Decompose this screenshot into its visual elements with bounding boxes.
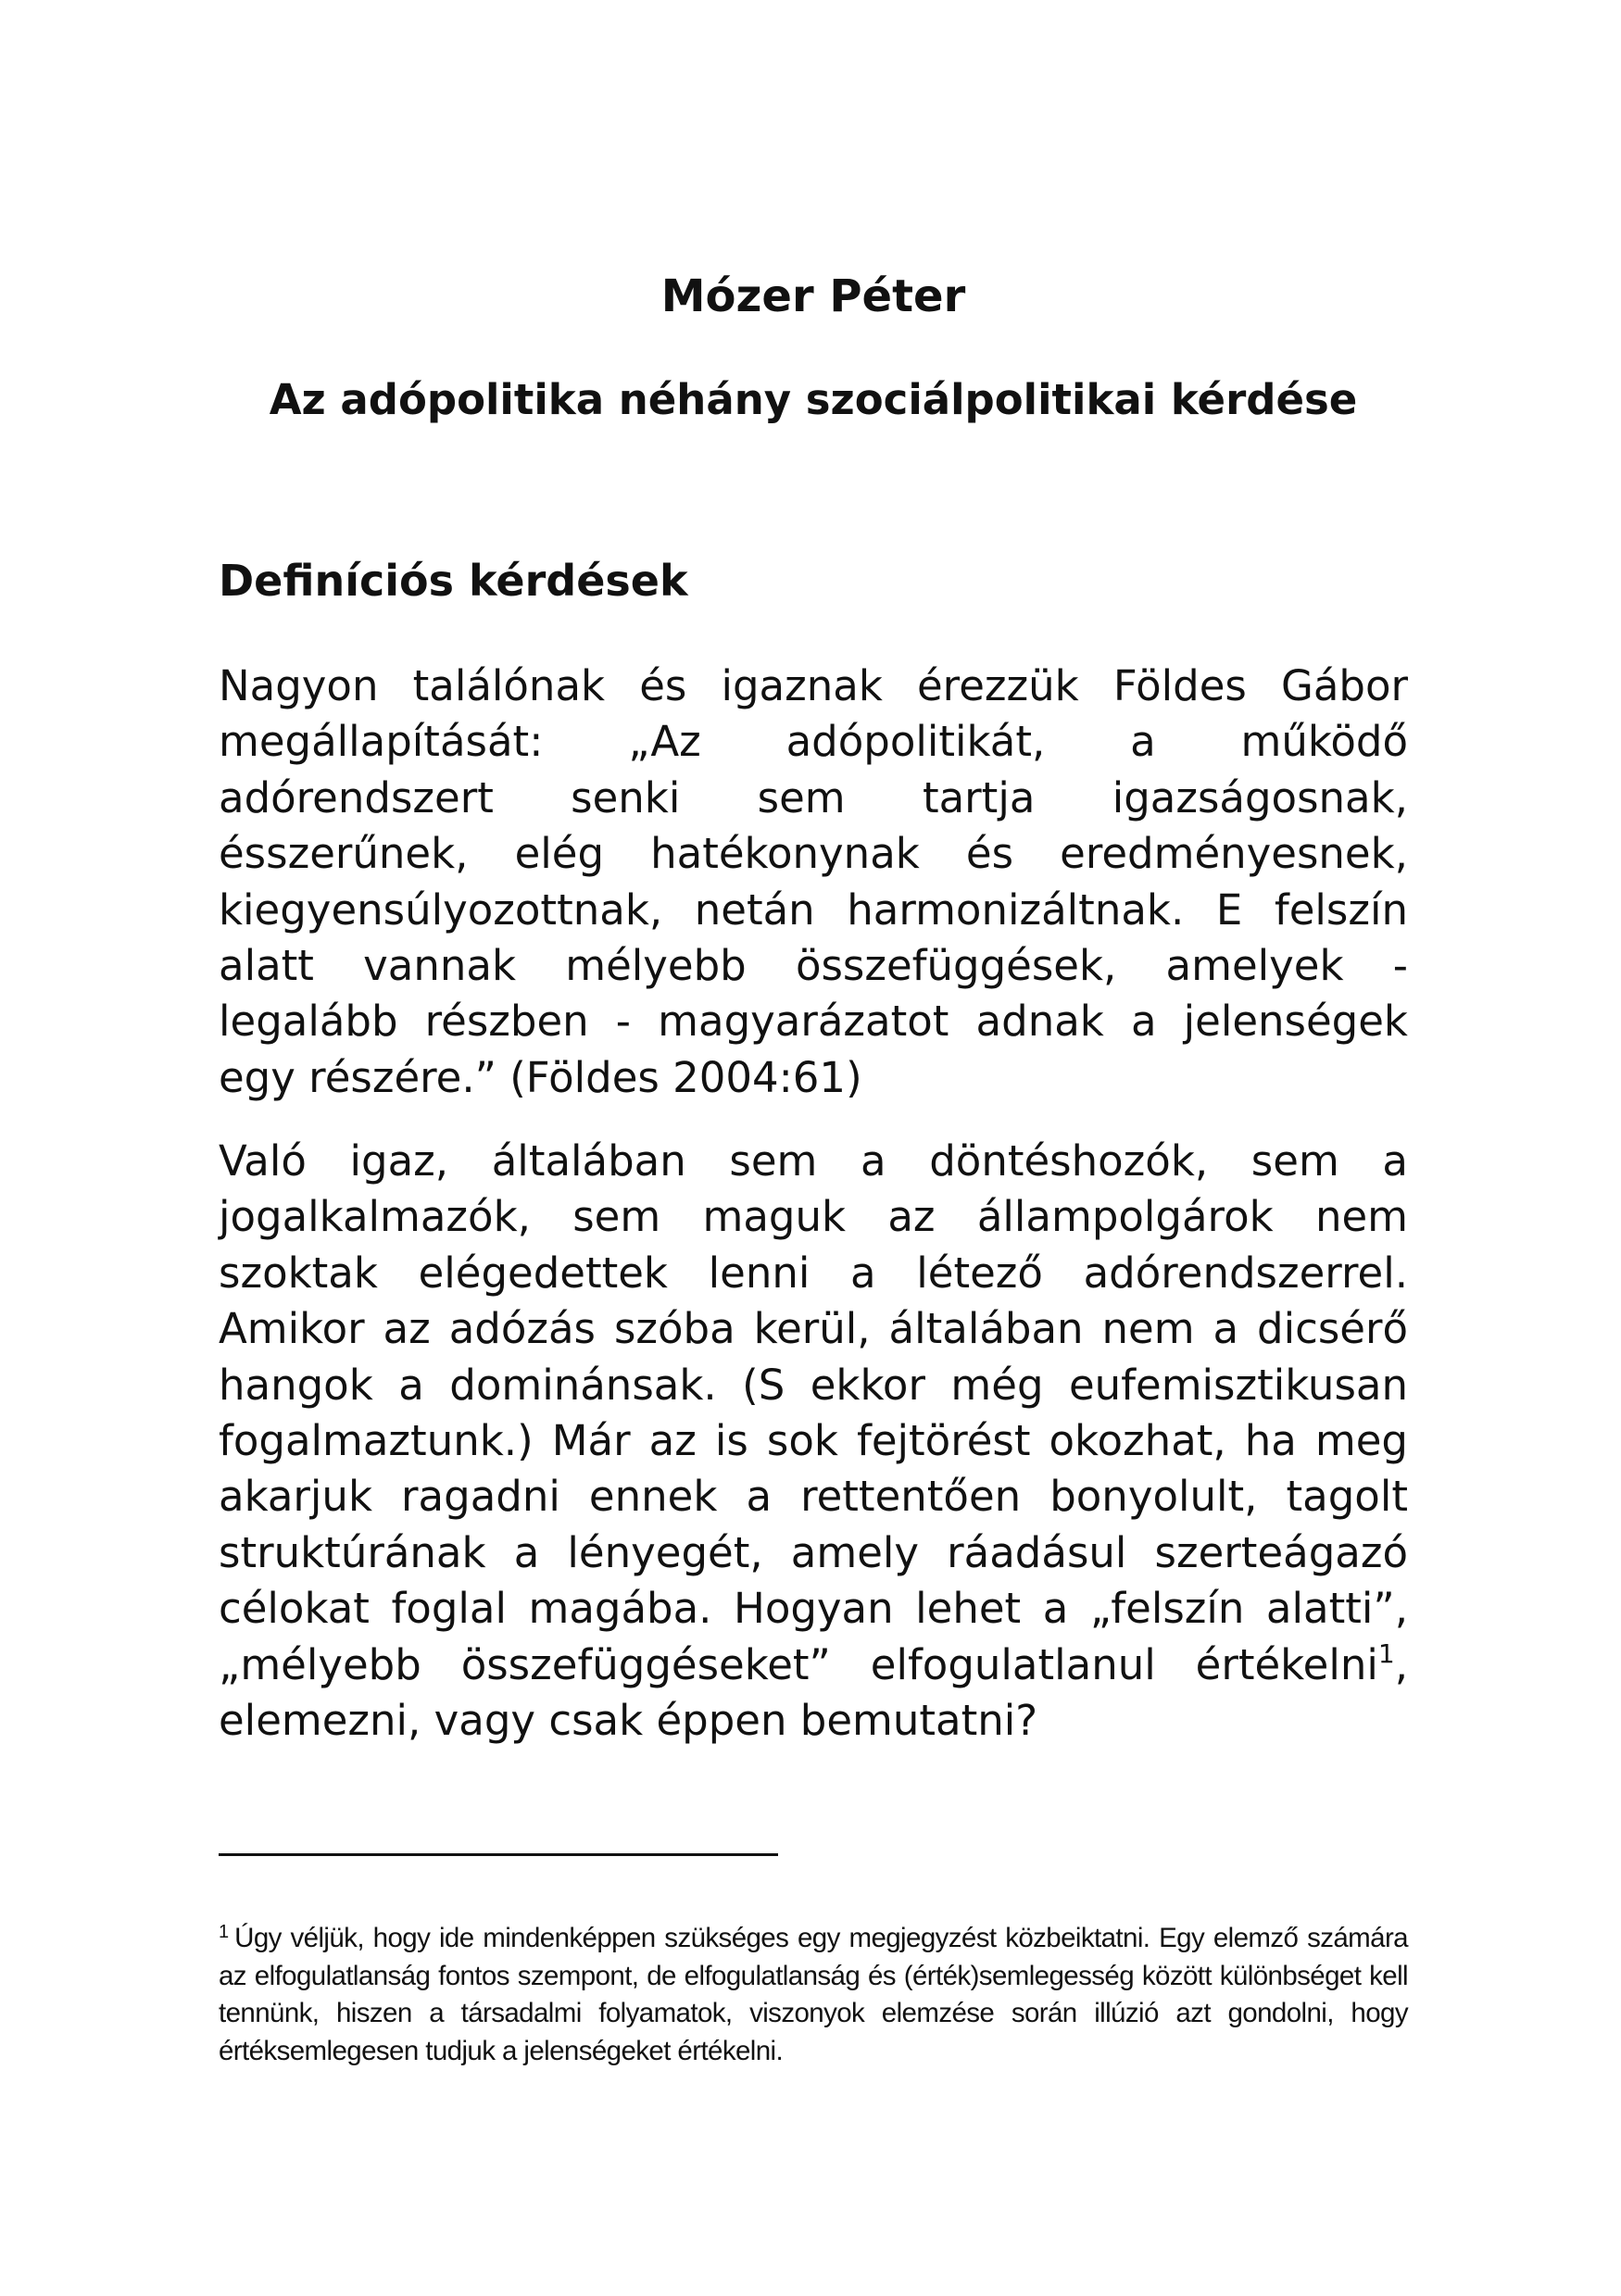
paragraph-text-continued: , elemezni, vagy csak éppen bemutatni? [219,1639,1408,1746]
footnote-text: Úgy véljük, hogy ide mindenképpen szükséges egy megjegyzést közbeiktatni. Egy elemző számára az elfogulatlanság fontos szempont, de elfogulatlanság és (érték)semlegesség között különbséget kell tennünk, hiszen a társadalmi folyamatok, viszonyok elemzése során illúzió azt gondolni, hogy értéksemlegesen tudjuk a jelenségeket értékelni. [219,1923,1408,2066]
body-paragraph: Nagyon találónak és igaznak érezzük Földes Gábor megállapítását: „Az adópolitikát, a működő adórendszert senki sem tartja igazságosnak, ésszerűnek, elég hatékonynak és eredményesnek, kiegyensúlyozottnak, netán harmonizáltnak. E felszín alatt vannak mélyebb összefüggések, amelyek - legalább részben - magyarázatot adnak a jelenségek egy részére.” (Földes 2004:61) [219,661,1408,1102]
footnote-separator [219,1853,778,1856]
author-name: Mózer Péter [660,270,966,322]
footnote [219,1913,1408,2070]
paragraph-text: Való igaz, általában sem a döntéshozók, sem a jogalkalmazók, sem maguk az állampolgárok nem szoktak elégedettek lenni a létező adórendszerrel. Amikor az adózás szóba kerül, általában nem a dicsérő hangok a dominánsak. (S ekkor még eufemisztikusan fogalmaztunk.) Már az is sok fejtörést okozhat, ha meg akarjuk ragadni ennek a rettentően bonyolult, tagolt struktúrának a lényegét, amely ráadásul szerteágazó célokat foglal magába. Hogyan lehet a „felszín alatti”, „mélyebb összefüggéseket” elfogulatlanul értékelni [219,1136,1408,1689]
body-paragraph [219,1134,1408,1749]
footnote-reference[interactable]: 1 [1377,1637,1395,1669]
section-heading: Definíciós kérdések [219,556,688,606]
footnote-number: 1 [219,1922,230,1942]
article-title: Az adópolitika néhány szociálpolitikai kérdése [269,375,1358,424]
